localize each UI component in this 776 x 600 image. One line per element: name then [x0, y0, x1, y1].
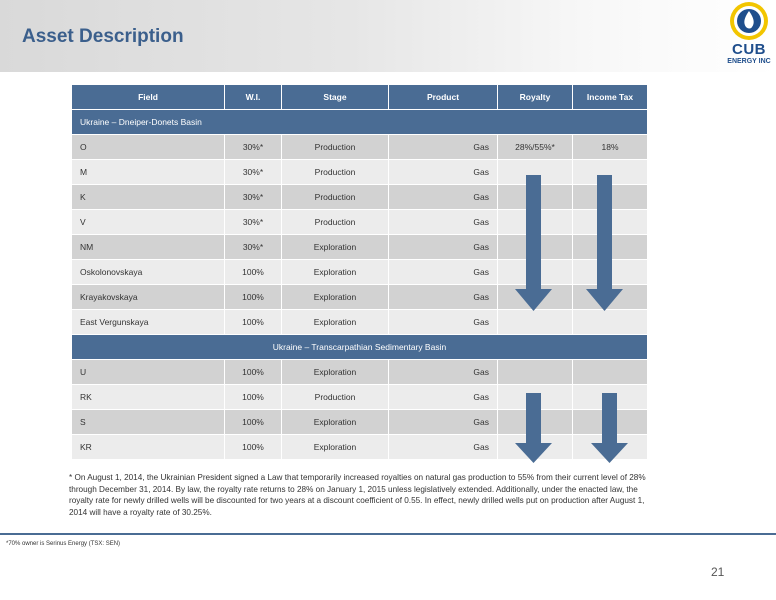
cell-wi: 30%* — [225, 185, 282, 210]
cell-field: U — [72, 360, 225, 385]
logo-wordmark: CUB — [732, 41, 766, 58]
royalty-footnote: * On August 1, 2014, the Ukrainian President signed a Law that temporarily increased royalties on natural gas production to 55% from their current level of 28% through December 31, 2014. By law, the royalty rate returns to 28% on January 1, 2015 unless legislatively extended. Additionally, under the enacted law, the royalty rate for newly drilled wells will be discounted for two years at a discount coefficient of 0.55. In effect, newly drilled wells put on production after August 1, 2014 will have a royalty rate of 30.25%. — [69, 473, 646, 517]
column-header-royalty: Royalty — [498, 85, 573, 110]
cell-wi: 30%* — [225, 210, 282, 235]
page-number: 21 — [711, 565, 725, 579]
cell-product: Gas — [389, 385, 498, 410]
section-label: Ukraine – Transcarpathian Sedimentary Basin — [72, 335, 648, 360]
cell-field: O — [72, 135, 225, 160]
cell-stage: Production — [282, 135, 389, 160]
cell-product: Gas — [389, 160, 498, 185]
cell-field: NM — [72, 235, 225, 260]
cell-field: Krayakovskaya — [72, 285, 225, 310]
cell-stage: Production — [282, 210, 389, 235]
cell-field: S — [72, 410, 225, 435]
cell-product: Gas — [389, 310, 498, 335]
column-header-wi: W.I. — [225, 85, 282, 110]
cell-field: RK — [72, 385, 225, 410]
cell-wi: 30%* — [225, 235, 282, 260]
cell-product: Gas — [389, 235, 498, 260]
cell-royalty: 28%/55%* — [498, 135, 573, 160]
column-header-income-tax: Income Tax — [573, 85, 648, 110]
cell-product: Gas — [389, 260, 498, 285]
cell-stage: Exploration — [282, 410, 389, 435]
cell-field: V — [72, 210, 225, 235]
cell-field: Oskolonovskaya — [72, 260, 225, 285]
cell-field: M — [72, 160, 225, 185]
cell-product: Gas — [389, 285, 498, 310]
cell-wi: 30%* — [225, 160, 282, 185]
cell-product: Gas — [389, 185, 498, 210]
cell-product: Gas — [389, 435, 498, 460]
cell-stage: Production — [282, 160, 389, 185]
income-tax-arrow-down-icon — [586, 175, 623, 311]
cell-stage: Exploration — [282, 260, 389, 285]
cell-field: K — [72, 185, 225, 210]
cell-product: Gas — [389, 410, 498, 435]
logo-subtitle: ENERGY INC — [727, 58, 771, 65]
cell-wi: 100% — [225, 435, 282, 460]
cell-stage: Exploration — [282, 435, 389, 460]
column-header-stage: Stage — [282, 85, 389, 110]
cell-field: KR — [72, 435, 225, 460]
owner-footnote: *70% owner is Serinus Energy (TSX: SEN) — [6, 541, 121, 547]
cell-wi: 100% — [225, 385, 282, 410]
cell-stage: Production — [282, 385, 389, 410]
cell-product: Gas — [389, 360, 498, 385]
cell-wi: 100% — [225, 410, 282, 435]
cell-wi: 100% — [225, 260, 282, 285]
cell-wi: 100% — [225, 360, 282, 385]
column-header-field: Field — [72, 85, 225, 110]
section-label: Ukraine – Dneiper-Donets Basin — [72, 110, 648, 135]
cell-field: East Vergunskaya — [72, 310, 225, 335]
cell-wi: 100% — [225, 285, 282, 310]
page-title: Asset Description — [22, 26, 184, 47]
cell-stage: Exploration — [282, 285, 389, 310]
cell-wi: 100% — [225, 310, 282, 335]
cell-stage: Exploration — [282, 310, 389, 335]
cell-wi: 30%* — [225, 135, 282, 160]
royalty-arrow-down-icon — [515, 175, 552, 311]
cell-product: Gas — [389, 210, 498, 235]
column-header-product: Product — [389, 85, 498, 110]
income-tax-arrow-down-icon — [591, 393, 628, 463]
footer-divider — [0, 533, 776, 535]
cell-income-tax: 18% — [573, 135, 648, 160]
cell-stage: Exploration — [282, 235, 389, 260]
cell-product: Gas — [389, 135, 498, 160]
royalty-arrow-down-icon — [515, 393, 552, 463]
cell-stage: Exploration — [282, 360, 389, 385]
cell-stage: Production — [282, 185, 389, 210]
